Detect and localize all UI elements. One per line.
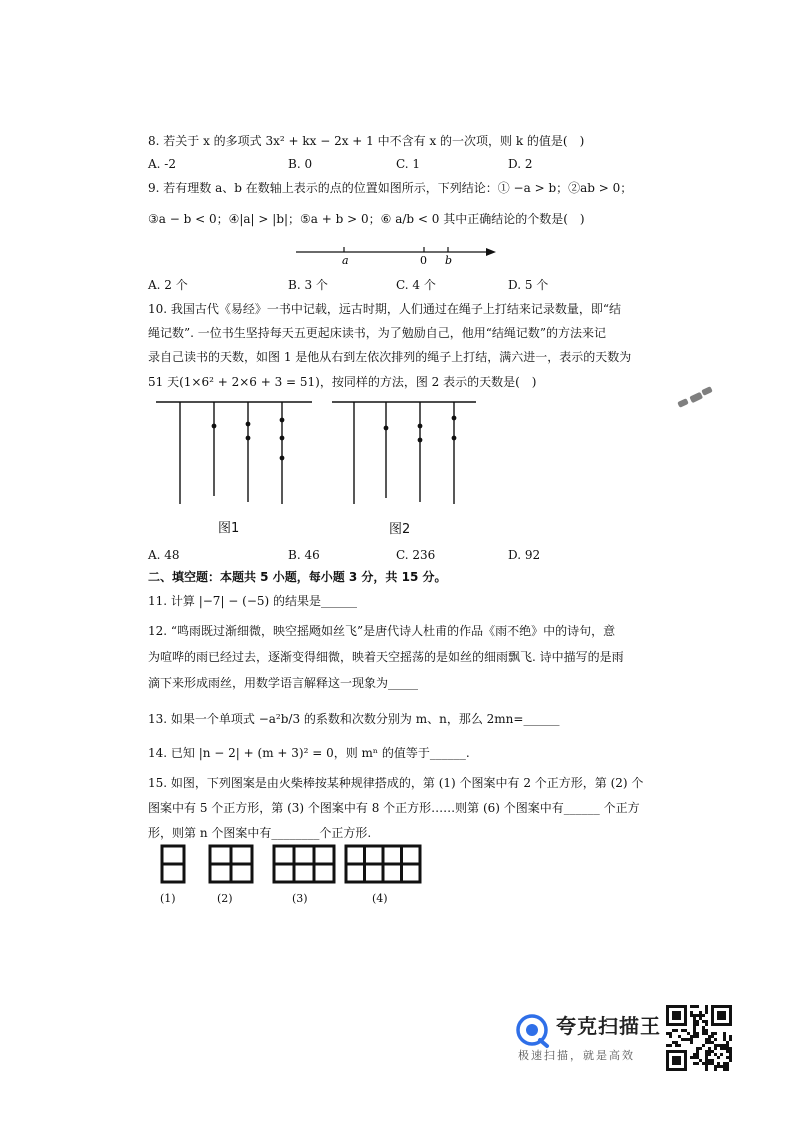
knot xyxy=(418,424,423,429)
q9-option-c: C. 4 个 xyxy=(396,278,436,292)
knot xyxy=(280,456,285,461)
pattern-label-1: (1) xyxy=(160,892,176,905)
q10-option-d: D. 92 xyxy=(508,548,541,562)
qr-code-icon xyxy=(666,1005,732,1071)
matchstick-pattern-1 xyxy=(160,844,190,886)
matchstick-pattern-4 xyxy=(344,844,422,886)
knot-figure-1 xyxy=(150,398,320,510)
scanner-logo-icon xyxy=(514,1012,550,1048)
q9-line2: ③a − b < 0；④|a| > |b|；⑤a + b > 0；⑥ a/b < 0 其中正确结论的个数是( ) xyxy=(148,212,585,226)
fig2-caption: 图2 xyxy=(389,522,411,537)
q11-text: 11. 计算 |−7| − (−5) 的结果是______ xyxy=(148,594,358,608)
knot xyxy=(280,436,285,441)
q8-stem: 8. 若关于 x 的多项式 3x² + kx − 2x + 1 中不含有 x 的一次项，则 k 的值是( ) xyxy=(148,134,585,148)
knot-figure-2 xyxy=(330,398,490,510)
q10-option-c: C. 236 xyxy=(396,548,436,562)
axis-label-b: b xyxy=(445,254,453,267)
knot xyxy=(246,436,251,441)
q15-line2: 图案中有 5 个正方形，第 (3) 个图案中有 8 个正方形……则第 (6) 个图案中有______ 个正方 xyxy=(148,801,640,815)
knot xyxy=(384,426,389,431)
axis-label-a: a xyxy=(342,254,349,267)
q8-option-d: D. 2 xyxy=(508,157,533,171)
q10-line2: 绳记数”. 一位书生坚持每天五更起床读书，为了勉励自己，他用“结绳记数”的方法来记 xyxy=(148,326,607,340)
q9-option-a: A. 2 个 xyxy=(148,278,188,292)
q15-line3: 形，则第 n 个图案中有________个正方形. xyxy=(148,826,372,840)
pattern-label-4: (4) xyxy=(372,892,388,905)
knot xyxy=(212,424,217,429)
pattern-label-2: (2) xyxy=(217,892,233,905)
axis-label-zero: 0 xyxy=(420,254,427,267)
q10-option-a: A. 48 xyxy=(148,548,180,562)
number-line-arrow xyxy=(486,248,496,256)
q8-option-c: C. 1 xyxy=(396,157,421,171)
matchstick-pattern-2 xyxy=(208,844,256,886)
q10-line3: 录自己读书的天数，如图 1 是他从右到左依次排列的绳子上打结，满六进一，表示的天数为 xyxy=(148,350,632,364)
knot xyxy=(452,416,457,421)
watermark-slogan: 极速扫描，就是高效 xyxy=(518,1049,635,1062)
fig1-caption: 图1 xyxy=(218,521,240,536)
q10-option-b: B. 46 xyxy=(288,548,320,562)
q8-option-b: B. 0 xyxy=(288,157,313,171)
q9-option-b: B. 3 个 xyxy=(288,278,328,292)
q14-text: 14. 已知 |n − 2| + (m + 3)² = 0，则 mⁿ 的值等于______. xyxy=(148,746,470,760)
section-heading: 二、填空题：本题共 5 小题，每小题 3 分，共 15 分。 xyxy=(148,570,447,584)
q9-stem: 9. 若有理数 a、b 在数轴上表示的点的位置如图所示，下列结论：① −a > b；②ab > 0； xyxy=(148,181,633,195)
pattern-label-3: (3) xyxy=(292,892,308,905)
q12-line3: 滴下来形成雨丝，用数学语言解释这一现象为_____ xyxy=(148,676,419,690)
q13-text: 13. 如果一个单项式 −a²b/3 的系数和次数分别为 m、n，那么 2mn=______ xyxy=(148,712,560,726)
q12-line1: 12. “鸣雨既过渐细微，映空摇飏如丝飞”是唐代诗人杜甫的作品《雨不绝》中的诗句，意 xyxy=(148,624,616,638)
number-line-figure xyxy=(296,238,506,270)
scan-smudge xyxy=(672,386,720,416)
knot xyxy=(280,418,285,423)
q10-line4: 51 天(1×6² + 2×6 + 3 = 51)，按同样的方法，图 2 表示的天数是( ) xyxy=(148,375,537,389)
q9-option-d: D. 5 个 xyxy=(508,278,549,292)
knot xyxy=(246,422,251,427)
q8-option-a: A. -2 xyxy=(148,157,176,171)
q12-line2: 为喧哗的雨已经过去，逐渐变得细微，映着天空摇荡的是如丝的细雨飘飞. 诗中描写的是雨 xyxy=(148,650,624,664)
q15-line1: 15. 如图，下列图案是由火柴棒按某种规律搭成的，第 (1) 个图案中有 2 个正方形，第 (2) 个 xyxy=(148,776,644,790)
watermark-brand: 夸克扫描王 xyxy=(556,1014,661,1038)
q10-line1: 10. 我国古代《易经》一书中记载，远古时期，人们通过在绳子上打结来记录数量，即“结 xyxy=(148,302,622,316)
matchstick-pattern-3 xyxy=(272,844,336,886)
knot xyxy=(452,436,457,441)
knot xyxy=(418,438,423,443)
